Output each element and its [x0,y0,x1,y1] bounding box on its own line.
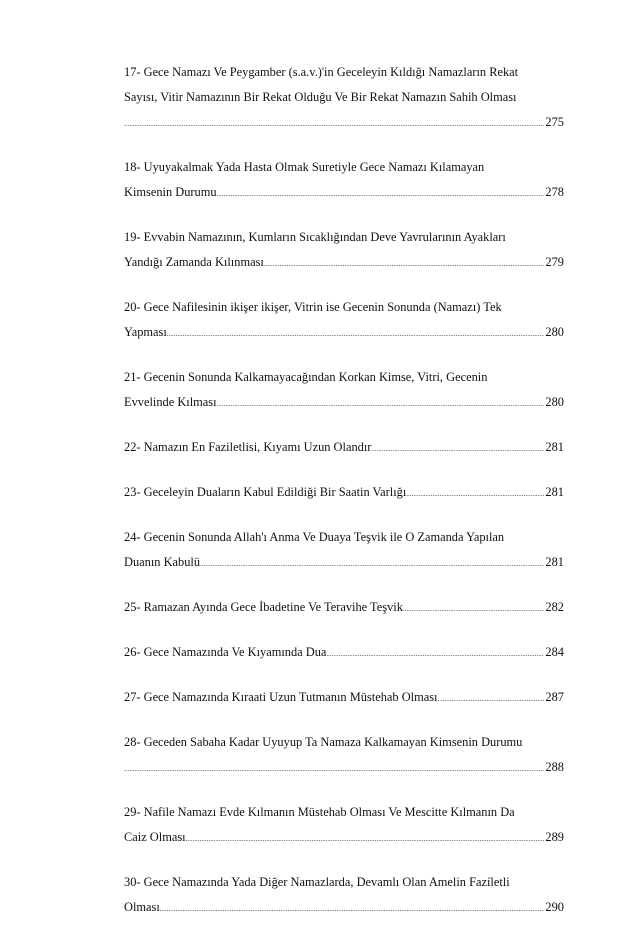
page-number: 288 [545,760,564,774]
toc-entry[interactable] [124,870,564,922]
dot-leader [437,687,544,712]
toc-entry[interactable] [124,435,564,462]
toc-entry[interactable] [124,155,564,207]
toc-entry-text: 25- Ramazan Ayında Gece İbadetine Ve Teravihe Teşvik [124,600,403,614]
toc-entry[interactable] [124,225,564,277]
toc-leader-line [124,640,564,667]
toc-entry-text: 22- Namazın En Faziletlisi, Kıyamı Uzun Olandır [124,440,372,454]
toc-entry-text: 24- Gecenin Sonunda Allah'ı Anma Ve Duaya Teşvik ile O Zamanda Yapılan [124,530,505,544]
table-of-contents [124,60,564,940]
toc-entry-text: 17- Gece Namazı Ve Peygamber (s.a.v.)'in Geceleyin Kıldığı Namazların Rekat [124,65,519,79]
dot-leader [217,392,545,417]
toc-entry-text: 18- Uyuyakalmak Yada Hasta Olmak Suretiyle Gece Namazı Kılamayan [124,160,485,174]
toc-leader-line [124,550,564,577]
page-number: 278 [545,185,564,199]
toc-leader-line [124,390,564,417]
page-number: 284 [545,645,564,659]
toc-entry[interactable] [124,685,564,712]
toc-entry-text: 23- Geceleyin Duaların Kabul Edildiği Bir Saatin Varlığı [124,485,407,499]
toc-leader-line [124,320,564,347]
toc-entry-text: Yandığı Zamanda Kılınması [124,255,264,269]
page-number: 287 [545,690,564,704]
toc-leader-line [124,480,564,507]
page-number: 281 [545,485,564,499]
toc-leader-line [124,595,564,622]
page-number: 281 [545,555,564,569]
toc-leader-line [124,895,564,922]
toc-leader-line [124,250,564,277]
dot-leader [167,322,545,347]
toc-leader-line [124,435,564,462]
toc-leader-line [124,180,564,207]
toc-entry-text: 30- Gece Namazında Yada Diğer Namazlarda, Devamlı Olan Amelin Fazíletli [124,875,510,889]
toc-entry-text: Yapması [124,325,167,339]
dot-leader [406,482,544,507]
toc-entry[interactable] [124,480,564,507]
page-number: 275 [545,115,564,129]
toc-entry-text: 27- Gece Namazında Kıraati Uzun Tutmanın Müstehab Olması [124,690,438,704]
toc-entry-text: Duanın Kabulü [124,555,201,569]
toc-entry[interactable] [124,365,564,417]
dot-leader [371,437,544,462]
dot-leader [264,252,545,277]
toc-entry-text: Evvelinde Kılması [124,395,217,409]
toc-leader-line [124,685,564,712]
page-number: 282 [545,600,564,614]
toc-entry-text: 29- Nafile Namazı Evde Kılmanın Müstehab Olması Ve Mescitte Kılmanın Da [124,805,515,819]
toc-leader-line [124,755,564,782]
toc-entry[interactable] [124,730,564,782]
toc-entry-text: 26- Gece Namazında Ve Kıyamında Dua [124,645,327,659]
dot-leader [200,552,544,577]
dot-leader [217,182,545,207]
dot-leader [403,597,544,622]
toc-entry[interactable] [124,295,564,347]
toc-entry[interactable] [124,595,564,622]
page-number: 280 [545,325,564,339]
page-number: 279 [545,255,564,269]
toc-entry[interactable] [124,60,564,137]
toc-leader-line [124,110,564,137]
toc-entry[interactable] [124,640,564,667]
toc-entry-text: 19- Evvabin Namazının, Kumların Sıcaklığından Deve Yavrularının Ayakları [124,230,506,244]
page-number: 290 [545,900,564,914]
toc-leader-line [124,825,564,852]
toc-entry[interactable] [124,800,564,852]
dot-leader [186,827,545,852]
dot-leader [124,757,544,782]
dot-leader [124,112,544,137]
toc-entry-text: Caiz Olması [124,830,186,844]
dot-leader [326,642,544,667]
toc-entry-text: 28- Geceden Sabaha Kadar Uyuyup Ta Namaza Kalkamayan Kimsenin Durumu [124,735,523,749]
toc-entry-text: Sayısı, Vitir Namazının Bir Rekat Olduğu Ve Bir Rekat Namazın Sahih Olması [124,90,517,104]
toc-entry-text: Kimsenin Durumu [124,185,217,199]
page-number: 289 [545,830,564,844]
toc-entry-text: 21- Gecenin Sonunda Kalkamayacağından Korkan Kimse, Vitri, Gecenin [124,370,488,384]
toc-entry-text: 20- Gece Nafilesinin ikişer ikişer, Vitrin ise Gecenin Sonunda (Namazı) Tek [124,300,502,314]
page-number: 280 [545,395,564,409]
page-number: 281 [545,440,564,454]
toc-entry-text: Olması [124,900,160,914]
toc-entry[interactable] [124,525,564,577]
dot-leader [160,897,545,922]
